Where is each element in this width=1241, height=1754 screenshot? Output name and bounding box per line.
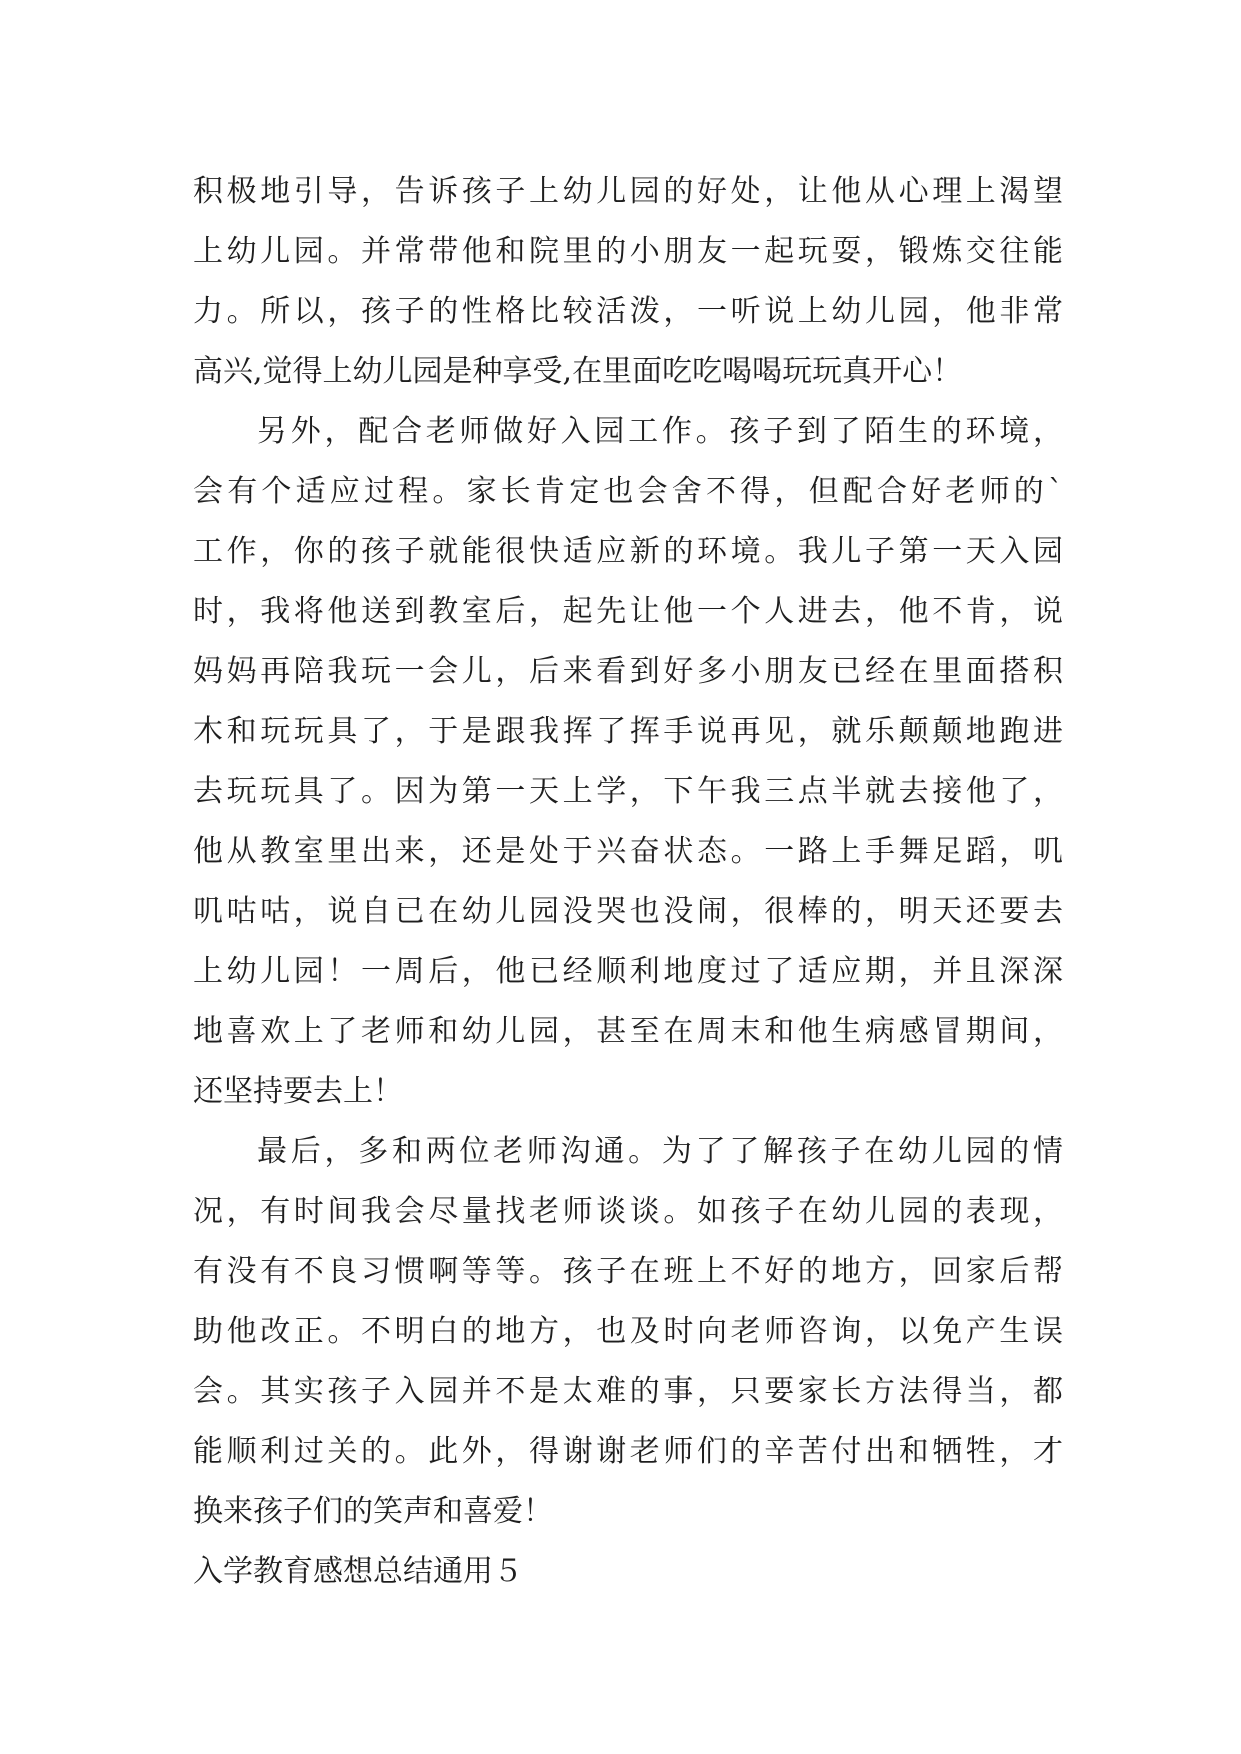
text-line: 助他改正。不明白的地方，也及时向老师咨询，以免产生误	[193, 1314, 1063, 1349]
paragraph-end-line: 换来孩子们的笑声和喜爱！	[193, 1494, 553, 1529]
text-line: 会。其实孩子入园并不是太难的事，只要家长方法得当，都	[193, 1374, 1063, 1409]
text-line: 会有个适应过程。家长肯定也会舍不得，但配合好老师的`	[193, 474, 1063, 509]
text-line: 去玩玩具了。因为第一天上学，下午我三点半就去接他了，	[193, 774, 1063, 809]
paragraph-first-line: 最后，多和两位老师沟通。为了了解孩子在幼儿园的情	[257, 1134, 1063, 1169]
paragraph-end-line: 高兴,觉得上幼儿园是种享受,在里面吃吃喝喝玩玩真开心！	[193, 354, 963, 389]
section-heading: 入学教育感想总结通用５	[193, 1554, 523, 1589]
text-line: 他从教室里出来，还是处于兴奋状态。一路上手舞足蹈，叽	[193, 834, 1063, 869]
text-line: 积极地引导，告诉孩子上幼儿园的好处，让他从心理上渴望	[193, 174, 1063, 209]
text-line: 上幼儿园。并常带他和院里的小朋友一起玩耍，锻炼交往能	[193, 234, 1063, 269]
document-body	[193, 162, 1063, 1602]
paragraph-end-line: 还坚持要去上！	[193, 1074, 403, 1109]
text-line: 上幼儿园！一周后，他已经顺利地度过了适应期，并且深深	[193, 954, 1063, 989]
text-line: 叽咕咕，说自已在幼儿园没哭也没闹，很棒的，明天还要去	[193, 894, 1063, 929]
text-line: 能顺利过关的。此外，得谢谢老师们的辛苦付出和牺牲，才	[193, 1434, 1063, 1469]
text-line: 有没有不良习惯啊等等。孩子在班上不好的地方，回家后帮	[193, 1254, 1063, 1289]
text-line: 况，有时间我会尽量找老师谈谈。如孩子在幼儿园的表现，	[193, 1194, 1063, 1229]
text-line: 力。所以，孩子的性格比较活泼，一听说上幼儿园，他非常	[193, 294, 1063, 329]
paragraph-first-line: 另外，配合老师做好入园工作。孩子到了陌生的环境，	[257, 414, 1063, 449]
text-line: 地喜欢上了老师和幼儿园，甚至在周末和他生病感冒期间，	[193, 1014, 1063, 1049]
text-line: 妈妈再陪我玩一会儿，后来看到好多小朋友已经在里面搭积	[193, 654, 1063, 689]
text-line: 时，我将他送到教室后，起先让他一个人进去，他不肯，说	[193, 594, 1063, 629]
text-line: 木和玩玩具了，于是跟我挥了挥手说再见，就乐颠颠地跑进	[193, 714, 1063, 749]
text-line: 工作，你的孩子就能很快适应新的环境。我儿子第一天入园	[193, 534, 1063, 569]
